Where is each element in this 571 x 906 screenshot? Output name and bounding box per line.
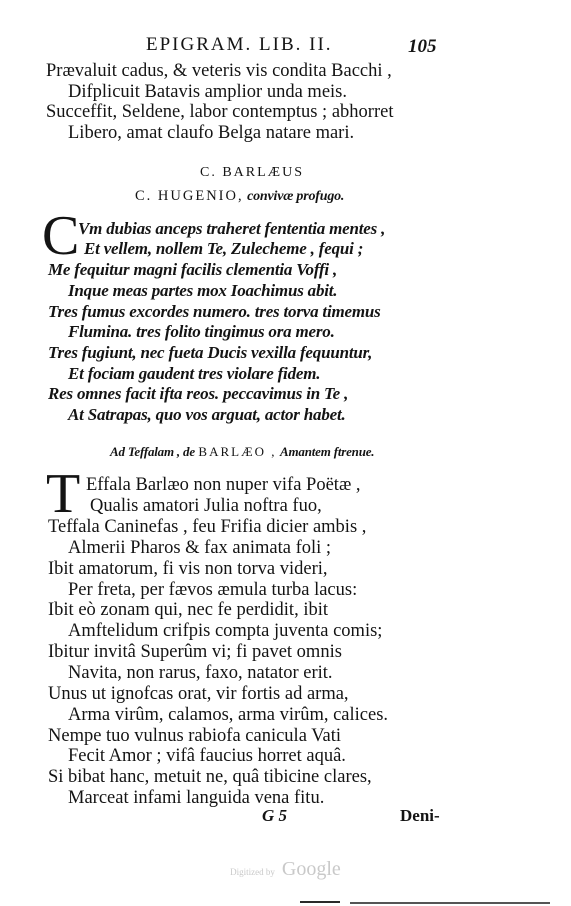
verse-line: Qualis amatori Julia noftra fuo, bbox=[90, 496, 322, 516]
watermark-prefix: Digitized by bbox=[230, 867, 275, 877]
verse-line: Inque meas partes mox Ioachimus abit. bbox=[68, 281, 338, 300]
verse-line: Arma virûm, calamos, arma virûm, calices. bbox=[68, 705, 389, 725]
page-edge-artifact bbox=[0, 898, 571, 906]
verse-line: Per freta, per fævos æmula turba lacus: bbox=[68, 580, 358, 600]
heading-name: BARLÆO , bbox=[198, 444, 277, 459]
verse-line: Teffala Caninefas , feu Frifia dicier ambis , bbox=[48, 517, 367, 537]
catchword: Deni- bbox=[400, 806, 440, 825]
verse-line: Almerii Pharos & fax animata foli ; bbox=[68, 538, 332, 558]
heading-part1: Ad Teffalam , de bbox=[110, 444, 195, 459]
edge-mark bbox=[300, 901, 340, 903]
verse-line: Me fequitur magni facilis clementia Voffi , bbox=[48, 260, 338, 279]
verse-line: Nempe tuo vulnus rabiofa canicula Vati bbox=[48, 726, 342, 746]
verse-line: At Satrapas, quo vos arguat, actor habet. bbox=[68, 405, 346, 424]
page-number: 105 bbox=[408, 36, 437, 57]
watermark-brand: Google bbox=[281, 858, 341, 880]
verse-line: Tres fugiunt, nec fueta Ducis vexilla fequuntur, bbox=[48, 343, 373, 362]
verse-line: Ibitur invitâ Superûm vi; fi pavet omnis bbox=[48, 642, 342, 662]
verse-line: Si bibat hanc, metuit ne, quâ tibicine clares, bbox=[48, 767, 372, 787]
verse-line: Ibit amatorum, fi vis non torva videri, bbox=[48, 559, 328, 579]
verse-line: Navita, non rarus, faxo, natator erit. bbox=[68, 663, 333, 683]
dedication-rest: convivæ profugo. bbox=[247, 189, 345, 204]
verse-line: Res omnes facit ifta reos. peccavimus in Te , bbox=[48, 384, 349, 403]
dedication-heading bbox=[135, 188, 344, 205]
heading-part2: Amantem ftrenue. bbox=[280, 444, 375, 459]
edge-mark bbox=[350, 902, 550, 904]
verse-line: Unus ut ignofcas orat, vir fortis ad arma, bbox=[48, 684, 349, 704]
dedication-name: C. HUGENIO, bbox=[135, 188, 244, 204]
verse-line: Prævaluit cadus, & veteris vis condita Bacchi , bbox=[46, 61, 392, 81]
verse-line: Vm dubias anceps traheret fententia mentes , bbox=[78, 219, 386, 238]
verse-line: Et fociam gaudent tres violare fidem. bbox=[68, 364, 321, 383]
verse-line: Fecit Amor ; vifâ faucius horret aquâ. bbox=[68, 746, 346, 766]
verse-line: Tres fumus excordes numero. tres torva timemus bbox=[48, 302, 381, 321]
verse-line: Ibit eò zonam qui, nec fe perdidit, ibit bbox=[48, 600, 328, 620]
verse-line: Effala Barlæo non nuper vifa Poëtæ , bbox=[86, 475, 361, 495]
verse-line: Amftelidum crifpis compta juventa comis; bbox=[68, 621, 383, 641]
digitization-watermark bbox=[0, 858, 571, 881]
verse-line: Libero, amat claufo Belga natare mari. bbox=[68, 123, 355, 143]
author-heading: C. BARLÆUS bbox=[200, 165, 305, 180]
poem-heading bbox=[110, 444, 374, 461]
verse-line: Succeffit, Seldene, labor contemptus ; abhorret bbox=[46, 102, 394, 122]
verse-line: Marceat infami languida vena fitu. bbox=[68, 788, 325, 808]
signature-mark: G 5 bbox=[262, 806, 288, 825]
verse-line: Et vellem, nollem Te, Zulecheme , fequi ; bbox=[84, 239, 364, 258]
verse-line: Difplicuit Batavis amplior unda meis. bbox=[68, 82, 347, 102]
verse-line: Flumina. tres folito tingimus ora mero. bbox=[68, 322, 335, 341]
drop-cap: T bbox=[46, 463, 81, 525]
running-title: EPIGRAM. LIB. II. bbox=[146, 34, 333, 55]
drop-cap: C bbox=[42, 205, 80, 267]
running-header bbox=[0, 34, 571, 58]
